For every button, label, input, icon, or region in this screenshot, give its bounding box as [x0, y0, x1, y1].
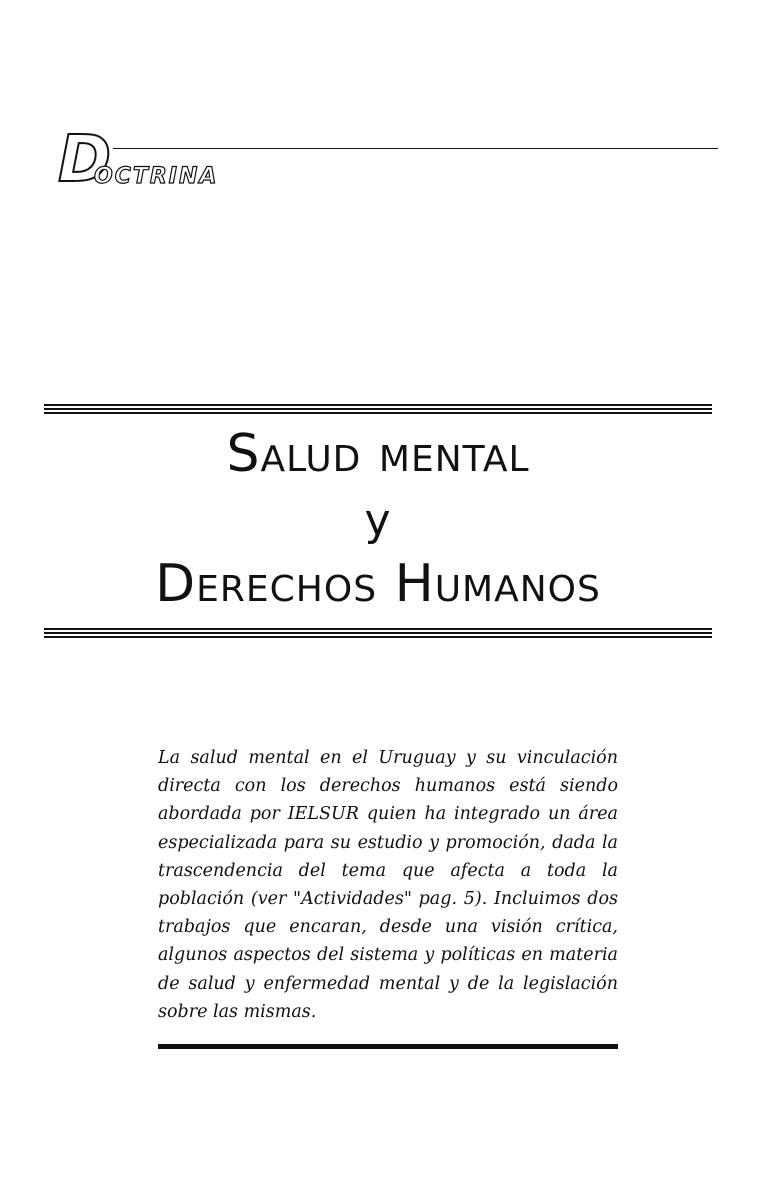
title-line-2: y: [364, 495, 392, 546]
section-initial: D: [58, 123, 112, 197]
intro-rule: [158, 1044, 618, 1049]
title-line-1: Salud mental: [226, 424, 530, 484]
title-block: [44, 404, 712, 642]
title-line-3: Derechos Humanos: [155, 554, 601, 614]
section-header: [58, 123, 718, 198]
section-rule: [58, 148, 718, 149]
title-bottom-rule: [44, 628, 712, 640]
section-title: OCTRINA: [94, 164, 219, 189]
intro-paragraph: La salud mental en el Uruguay y su vinculación directa con los derechos humanos está siendo abordada por IELSUR quien ha integrado un área especializada para su estudio y promoción, dada la trascendencia del tema que afecta a toda la población (ver "Actividades" pag. 5). Incluimos dos trabajos que encaran, desde una visión crítica, algunos aspectos del sistema y políticas en materia de salud y enfermedad mental y de la legislación sobre las mismas.: [158, 748, 618, 1022]
title-top-rule: [44, 404, 712, 416]
